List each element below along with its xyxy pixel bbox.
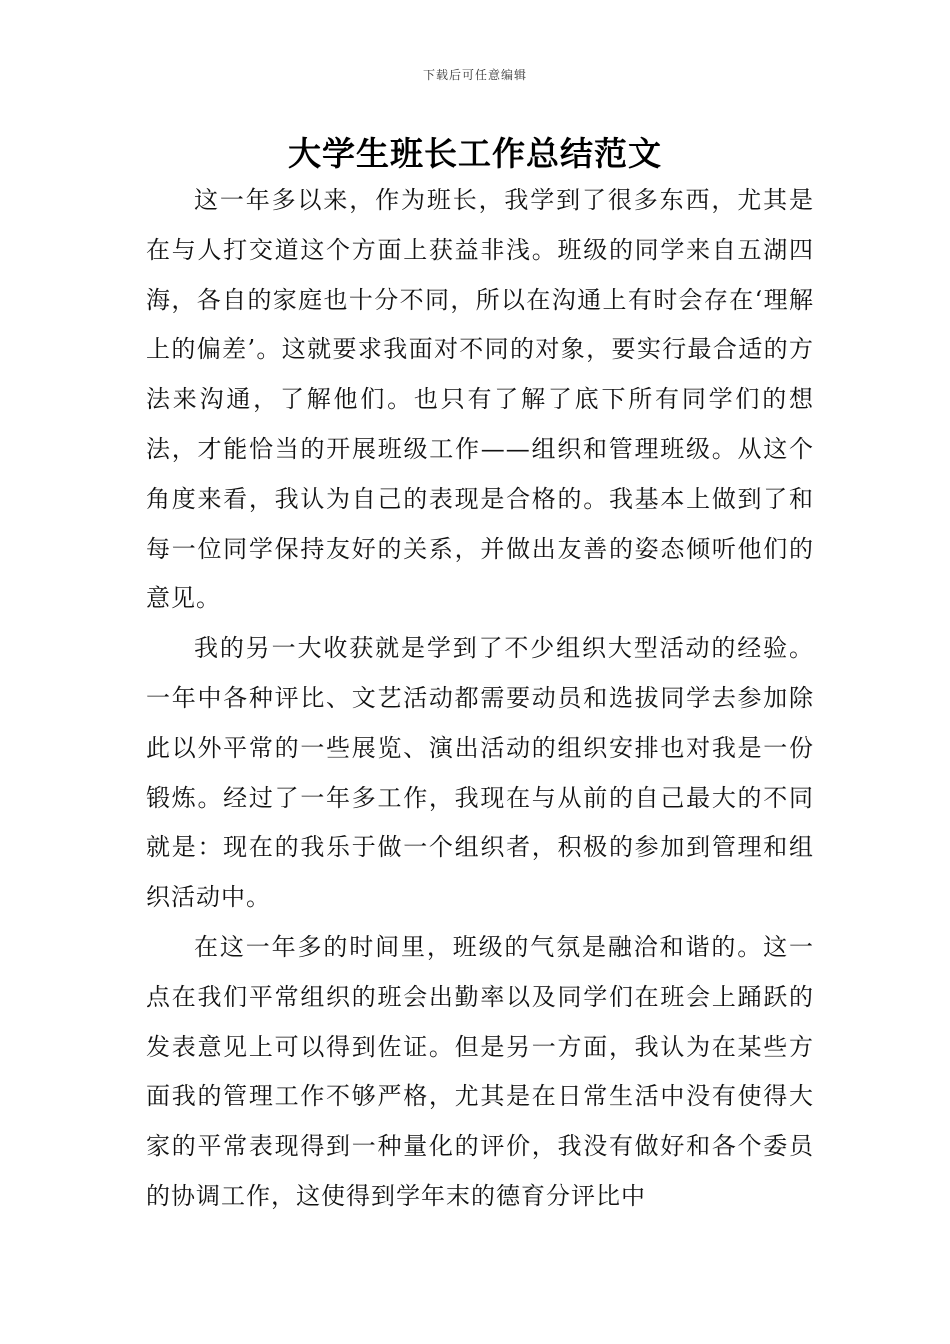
- paragraph: 这一年多以来，作为班长，我学到了很多东西，尤其是在与人打交道这个方面上获益非浅。班级的同学来自五湖四海，各自的家庭也十分不同，所以在沟通上有时会存在‘理解上的偏差’。这就要求我面对不同的对象，要实行最合适的方法来沟通，了解他们。也只有了解了底下所有同学们的想法，才能恰当的开展班级工作——组织和管理班级。从这个角度来看，我认为自己的表现是合格的。我基本上做到了和每一位同学保持友好的关系，并做出友善的姿态倾听他们的意见。: [146, 186, 814, 613]
- document-title: 大学生班长工作总结范文: [288, 134, 662, 173]
- paragraph: 我的另一大收获就是学到了不少组织大型活动的经验。一年中各种评比、文艺活动都需要动员和选拔同学去参加除此以外平常的一些展览、演出活动的组织安排也对我是一份锻炼。经过了一年多工作，我现在与从前的自己最大的不同就是：现在的我乐于做一个组织者，积极的参加到管理和组织活动中。: [146, 634, 814, 912]
- header-note: 下载后可任意编辑: [422, 68, 527, 82]
- paragraph: 在这一年多的时间里，班级的气氛是融洽和谐的。这一点在我们平常组织的班会出勤率以及同学们在班会上踊跃的发表意见上可以得到佐证。但是另一方面，我认为在某些方面我的管理工作不够严格，尤其是在日常生活中没有使得大家的平常表现得到一种量化的评价，我没有做好和各个委员的协调工作，这使得到学年末的德育分评比中: [146, 932, 814, 1210]
- document-body: [146, 176, 814, 1222]
